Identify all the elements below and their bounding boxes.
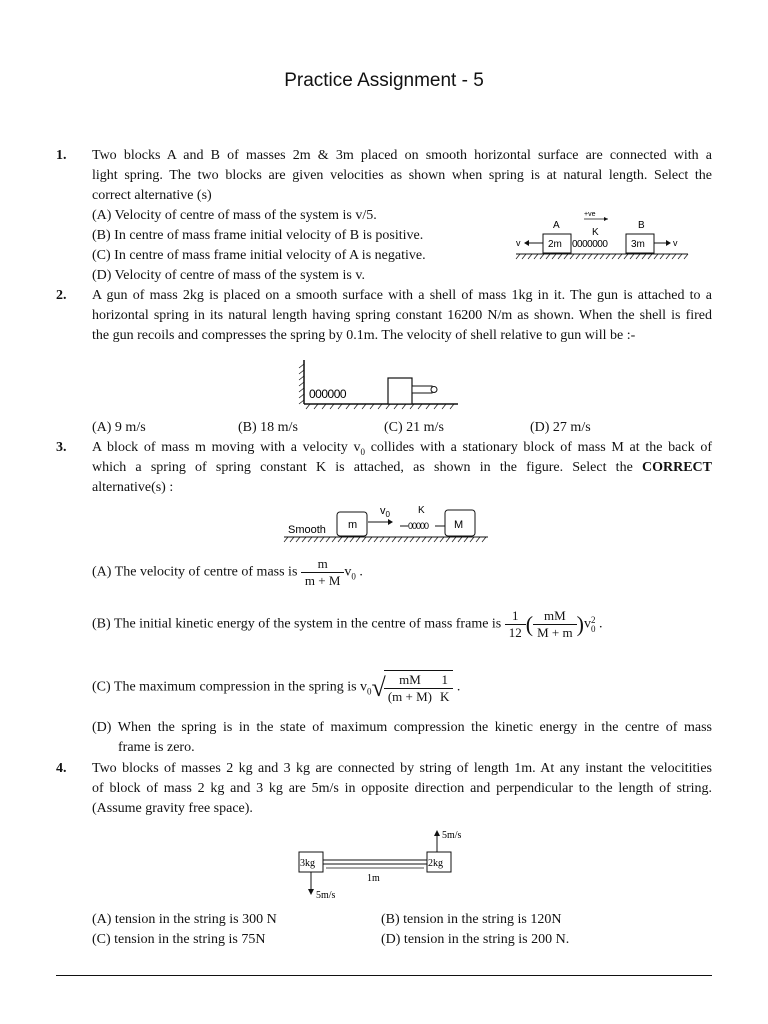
label-a: A	[553, 220, 560, 231]
option-c: (C) tension in the string is 75N	[92, 932, 266, 947]
q3-line1-pre: A block of mass m moving with a velocity v	[92, 440, 361, 455]
option-b-text: (B) The initial kinetic energy of the system in the centre of mass frame is	[92, 616, 505, 632]
mass-a-label: 2m	[548, 239, 562, 250]
figure-spring-blocks	[512, 204, 692, 266]
velocity-right-label: v	[673, 238, 678, 248]
q3-line2-pre: which a spring of spring constant K is attached, as shown in the figure. Select the	[92, 460, 642, 475]
question-4-line: Two blocks of masses 2 kg and 3 kg are connected by string of length 1m. At any instant the velocitities	[92, 761, 712, 776]
page-title: Practice Assignment - 5	[284, 70, 484, 91]
fraction	[533, 608, 577, 641]
footer-rule	[56, 975, 712, 976]
fraction	[436, 672, 453, 705]
question-1-line: correct alternative (s)	[92, 188, 212, 203]
label-k: K	[592, 227, 599, 238]
q3-line1-sub: 0	[360, 446, 365, 457]
gun-block	[388, 378, 412, 404]
block-m-label: m	[348, 519, 358, 531]
option-c: (C) 21 m/s	[384, 420, 444, 435]
shell	[431, 387, 437, 393]
smooth-label: Smooth	[288, 524, 326, 536]
velocity-sub: 0	[367, 686, 372, 697]
question-number: 2.	[56, 288, 67, 303]
option-c: (C) In centre of mass frame initial velocity of A is negative.	[92, 248, 426, 263]
velocity-label	[380, 505, 391, 519]
question-1-line: light spring. The two blocks are given velocities as shown when spring is at natural length. Select the	[92, 168, 712, 183]
figure-blocks-collision	[280, 500, 492, 546]
question-number: 4.	[56, 761, 67, 776]
velocity-down-label: 5m/s	[316, 890, 336, 901]
question-2-line: the gun recoils and compresses the spring by 0.1m. The velocity of shell relative to gun will be :-	[92, 328, 636, 343]
string-length-label: 1m	[367, 873, 380, 884]
option-d-cont: frame is zero.	[118, 740, 195, 755]
option-d: (D) Velocity of centre of mass of the system is v.	[92, 268, 365, 283]
velocity-symbol: v	[583, 616, 591, 632]
question-2-line: A gun of mass 2kg is placed on a smooth surface with a shell of mass 1kg in it. The gun is attached to a	[92, 288, 712, 303]
option-d: (D) When the spring is in the state of maximum compression the kinetic energy in the centre of mass	[92, 720, 712, 735]
spring: 000000	[309, 387, 347, 401]
question-1-line: Two blocks A and B of masses 2m & 3m placed on smooth horizontal surface are connected with a	[92, 148, 712, 163]
q3-line2-bold: CORRECT	[641, 460, 712, 475]
option-b: (B) The initial kinetic energy of the system in the centre of mass frame is $\frac{1}{12}$ ( $\frac{mM}{M + m}$ )v 2 0 .	[92, 608, 603, 640]
fraction	[384, 672, 436, 705]
denominator: K	[440, 689, 450, 704]
option-d: (D) tension in the string is 200 N.	[381, 932, 570, 947]
option-a: (A) The velocity of centre of mass is $\frac{m}{m + M}$ $v_0$ .	[92, 556, 363, 588]
block-3kg-label: 3kg	[300, 858, 315, 869]
option-a-text: (A) The velocity of centre of mass is	[92, 564, 301, 580]
block-2kg-label: 2kg	[428, 858, 443, 869]
denominator: m + M	[304, 573, 341, 588]
velocity-sub: 0	[351, 571, 356, 582]
option-d: (D) 27 m/s	[530, 420, 591, 435]
velocity-symbol: v	[360, 679, 368, 695]
option-a: (A) Velocity of centre of mass of the system is v/5.	[92, 208, 377, 223]
question-4-line: of block of mass 2 kg and 3 kg are 5m/s in opposite direction and perpendicular to the length of string.	[92, 781, 712, 796]
velocity-sup: 2	[590, 614, 596, 625]
spring: 0000000	[572, 239, 608, 250]
spring: 00000	[408, 521, 429, 531]
question-number: 1.	[56, 148, 67, 163]
denominator: (m + M)	[387, 689, 432, 704]
numerator: mM	[384, 672, 436, 689]
option-b: (B) tension in the string is 120N	[381, 912, 562, 927]
option-c: (C) The maximum compression in the spring is $v_0√$ $\frac{mM}{(m + M)}$ $\frac{1}{K}$ .	[92, 672, 461, 704]
question-number: 3.	[56, 440, 67, 455]
block-M-label: M	[454, 519, 464, 531]
q3-line1-post: collides with a stationary block of mass M at the back of	[364, 440, 712, 455]
figure-string-blocks	[292, 826, 482, 902]
denominator: M + m	[537, 625, 573, 640]
velocity-left-label: v	[516, 238, 521, 248]
mass-b-label: 3m	[631, 239, 645, 250]
question-3-line	[92, 458, 712, 478]
option-c-text: (C) The maximum compression in the spring is	[92, 679, 361, 695]
numerator: 1	[436, 672, 453, 689]
question-3-line: alternative(s) :	[92, 480, 174, 495]
numerator: 1	[505, 608, 526, 625]
label-ve: +ve	[584, 211, 596, 218]
velocity-symbol: v	[344, 564, 352, 580]
velocity-v: v	[380, 505, 386, 517]
numerator: m	[301, 556, 345, 573]
velocity-sub: 0	[385, 510, 390, 519]
question-2-line: horizontal spring in its natural length having spring constant 16200 N/m as shown. When the shell is fired	[92, 308, 712, 323]
velocity-sub: 0	[590, 623, 596, 634]
velocity-up-label: 5m/s	[442, 830, 462, 841]
numerator: mM	[533, 608, 577, 625]
option-a: (A) 9 m/s	[92, 420, 146, 435]
option-b: (B) 18 m/s	[238, 420, 298, 435]
fraction	[505, 608, 526, 641]
option-b: (B) In centre of mass frame initial velocity of B is positive.	[92, 228, 424, 243]
gun-barrel	[412, 386, 432, 393]
denominator: 12	[508, 625, 522, 640]
figure-gun-spring	[296, 354, 466, 414]
option-a: (A) tension in the string is 300 N	[92, 912, 277, 927]
k-label: K	[418, 505, 425, 516]
label-b: B	[638, 220, 645, 231]
fraction	[301, 556, 345, 589]
question-4-line: (Assume gravity free space).	[92, 801, 253, 816]
